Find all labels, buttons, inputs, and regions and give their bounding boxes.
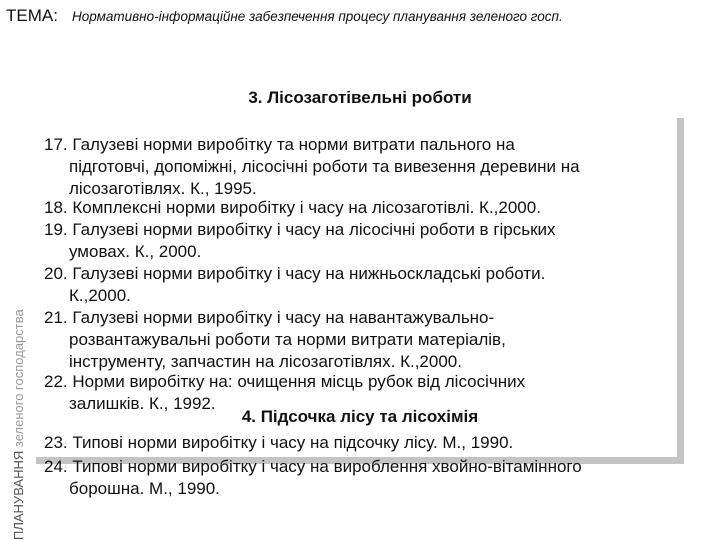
topic-label: ТЕМА: <box>6 6 58 25</box>
item-line: 19. Галузеві норми виробітку і часу на лісосічні роботи в гірських <box>44 220 556 239</box>
item-line: борошна. М., 1990. <box>69 479 220 498</box>
sidebar-light: зеленого господарства <box>11 309 26 448</box>
topic-title: Нормативно-інформаційне забезпечення процесу планування зеленого госп. <box>72 9 563 24</box>
item-line: умовах. К., 2000. <box>69 242 202 261</box>
item-line: інструменту, запчастин на лісозаготівлях. К.,2000. <box>69 352 462 371</box>
reference-item-24 <box>44 456 694 500</box>
item-line: 24. Типові норми виробітку і часу на вироблення хвойно-вітамінного <box>44 457 582 476</box>
reference-item-19 <box>44 219 694 263</box>
reference-item-23 <box>44 432 694 454</box>
vertical-sidebar-caption <box>10 40 32 540</box>
reference-item-17 <box>44 134 694 200</box>
slide-header <box>0 2 720 30</box>
item-line: розвантажувальні роботи та норми витрати матеріалів, <box>69 330 506 349</box>
item-line: залишків. К., 1992. <box>69 394 216 413</box>
reference-item-18 <box>44 197 694 219</box>
item-line: 18. Комплексні норми виробітку і часу на лісозаготівлі. К.,2000. <box>44 198 541 217</box>
item-line: підготовчі, допоміжні, лісосічні роботи та вивезення деревини на <box>69 157 580 176</box>
item-line: 21. Галузеві норми виробітку і часу на навантажувально- <box>44 308 495 327</box>
reference-item-20 <box>44 263 694 307</box>
item-line: К.,2000. <box>69 286 131 305</box>
item-line: 23. Типові норми виробітку і часу на підсочку лісу. М., 1990. <box>44 433 514 452</box>
item-line: 20. Галузеві норми виробітку і часу на нижньоскладські роботи. <box>44 264 546 283</box>
sidebar-strong: ПЛАНУВАННЯ <box>11 450 26 540</box>
section-title-tapping: 4. Підсочка лісу та лісохімія <box>241 407 479 426</box>
section-title-logging: 3. Лісозаготівельні роботи <box>248 88 472 107</box>
item-line: лісозаготівлях. К., 1995. <box>69 179 257 198</box>
item-line: 22. Норми виробітку на: очищення місць рубок від лісосічних <box>44 372 526 391</box>
item-line: 17. Галузеві норми виробітку та норми витрати пального на <box>44 135 515 154</box>
reference-item-21 <box>44 307 694 373</box>
